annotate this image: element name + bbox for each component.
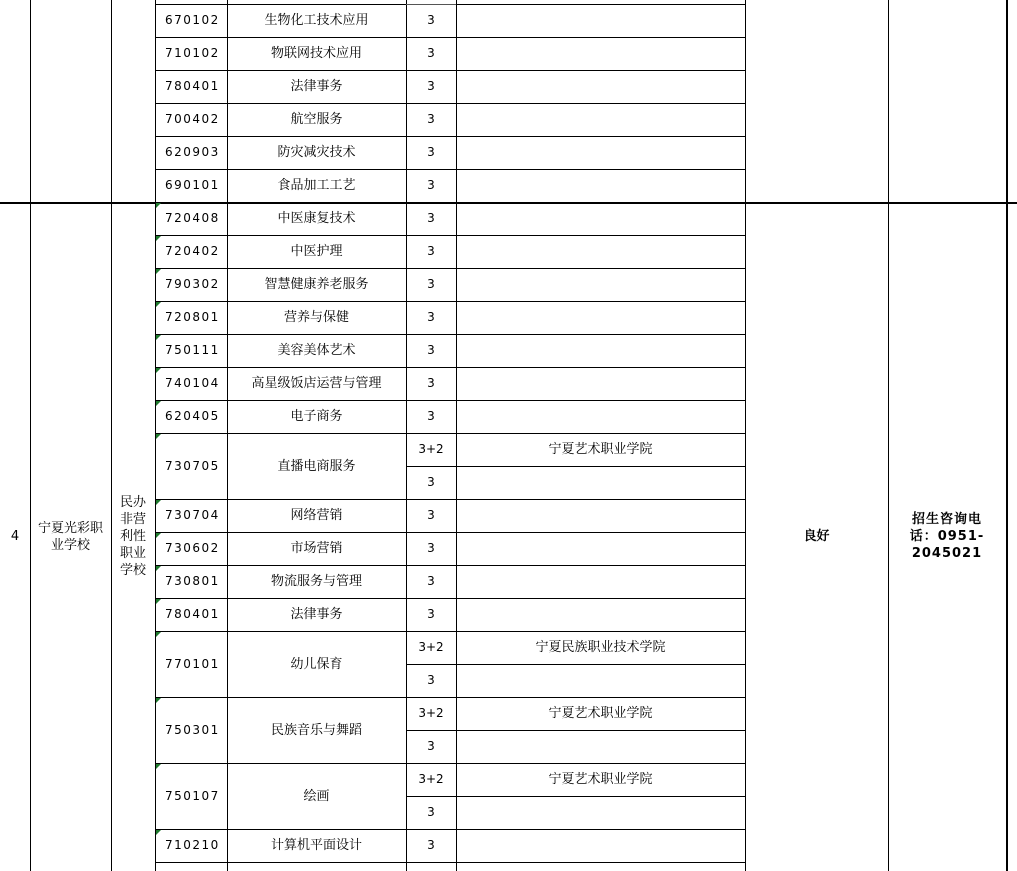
- partner-college-cell[interactable]: [456, 301, 745, 334]
- comment-marker: [156, 434, 161, 439]
- major-name-cell[interactable]: 航空服务: [290, 112, 343, 127]
- column-border: [745, 0, 746, 871]
- years-cell[interactable]: 3: [427, 574, 435, 588]
- comment-marker: [156, 599, 161, 604]
- major-code-cell[interactable]: 780401: [165, 79, 220, 93]
- years-cell[interactable]: 3: [427, 211, 435, 225]
- column-border: [30, 0, 31, 871]
- major-name-cell[interactable]: 直播电商服务: [277, 458, 356, 474]
- major-name-cell[interactable]: 计算机平面设计: [270, 838, 362, 853]
- partner-college-cell[interactable]: 宁夏艺术职业学院: [548, 706, 653, 721]
- years-cell[interactable]: 3: [427, 46, 435, 60]
- years-cell[interactable]: 3: [427, 244, 435, 258]
- column-border: [888, 0, 889, 871]
- major-name-cell[interactable]: 智慧健康养老服务: [264, 277, 369, 292]
- years-cell[interactable]: 3: [427, 178, 435, 192]
- major-name-cell[interactable]: 中医护理: [290, 244, 343, 259]
- partner-college-cell[interactable]: 宁夏艺术职业学院: [548, 442, 653, 457]
- partner-college-cell[interactable]: [456, 136, 745, 169]
- row-border: [406, 664, 746, 665]
- column-border: [227, 0, 228, 871]
- major-name-cell[interactable]: 防灾减灾技术: [277, 145, 356, 160]
- partner-college-cell[interactable]: [456, 4, 745, 37]
- partner-college-cell[interactable]: [456, 70, 745, 103]
- major-name-cell[interactable]: 物联网技术应用: [270, 46, 362, 61]
- major-code-cell[interactable]: 710102: [165, 46, 220, 60]
- years-cell[interactable]: 3: [427, 607, 435, 621]
- years-cell[interactable]: 3: [427, 79, 435, 93]
- partner-college-cell[interactable]: [456, 499, 745, 532]
- major-code-cell[interactable]: 620903: [165, 145, 220, 159]
- comment-marker: [156, 203, 161, 208]
- column-border: [155, 0, 156, 871]
- major-code-cell[interactable]: 620405: [165, 409, 220, 423]
- major-code-cell[interactable]: 770101: [165, 656, 220, 671]
- major-name-cell[interactable]: 绘画: [303, 788, 330, 804]
- years-cell[interactable]: 3: [427, 277, 435, 291]
- school-type[interactable]: 民办非营利性职业学校: [119, 495, 146, 578]
- major-name-cell[interactable]: 市场营销: [290, 541, 343, 556]
- major-name-cell[interactable]: 高星级饭店运营与管理: [251, 376, 382, 391]
- partner-college-cell[interactable]: [456, 598, 745, 631]
- partner-college-cell[interactable]: [456, 103, 745, 136]
- partner-college-cell[interactable]: [456, 565, 745, 598]
- major-code-cell[interactable]: 730602: [165, 541, 220, 555]
- major-name-cell[interactable]: 法律事务: [290, 607, 343, 622]
- years-cell[interactable]: 3: [427, 541, 435, 555]
- selected-cell-edge: [406, 4, 456, 5]
- major-code-cell[interactable]: 750111: [165, 343, 220, 357]
- row-border: [155, 862, 746, 863]
- major-code-cell[interactable]: 730704: [165, 508, 220, 522]
- comment-marker: [156, 335, 161, 340]
- major-code-cell[interactable]: 670102: [165, 13, 220, 27]
- years-cell[interactable]: 3: [427, 673, 435, 687]
- major-code-cell[interactable]: 740104: [165, 376, 220, 390]
- comment-marker: [156, 533, 161, 538]
- major-code-cell[interactable]: 750301: [165, 722, 220, 737]
- years-cell[interactable]: 3: [427, 508, 435, 522]
- years-cell[interactable]: 3: [427, 145, 435, 159]
- major-code-cell[interactable]: 790302: [165, 277, 220, 291]
- years-cell[interactable]: 3: [427, 409, 435, 423]
- comment-marker: [156, 302, 161, 307]
- years-cell[interactable]: 3: [427, 838, 435, 852]
- column-border: [111, 0, 112, 871]
- major-name-cell[interactable]: 中医康复技术: [277, 211, 356, 226]
- partner-college-cell[interactable]: 宁夏艺术职业学院: [548, 772, 653, 787]
- major-name-cell[interactable]: 法律事务: [290, 79, 343, 94]
- major-name-cell[interactable]: 网络营销: [290, 508, 343, 523]
- comment-marker: [156, 236, 161, 241]
- major-name-cell[interactable]: 物流服务与管理: [270, 574, 362, 589]
- school-index[interactable]: 4: [10, 529, 20, 544]
- major-code-cell[interactable]: 720801: [165, 310, 220, 324]
- comment-marker: [156, 500, 161, 505]
- column-border: [406, 0, 407, 871]
- major-code-cell[interactable]: 750107: [165, 788, 220, 803]
- partner-college-cell[interactable]: [456, 169, 745, 202]
- major-name-cell[interactable]: 电子商务: [290, 409, 343, 424]
- partner-college-cell[interactable]: [456, 829, 745, 862]
- comment-marker: [156, 566, 161, 571]
- column-border: [456, 0, 457, 871]
- major-code-cell[interactable]: 710210: [165, 838, 220, 852]
- partner-college-cell[interactable]: 宁夏民族职业技术学院: [535, 640, 666, 655]
- major-name-cell[interactable]: 营养与保健: [283, 310, 349, 325]
- major-name-cell[interactable]: 幼儿保育: [290, 656, 343, 672]
- partner-college-cell[interactable]: [456, 400, 745, 433]
- major-code-cell[interactable]: 730801: [165, 574, 220, 588]
- comment-marker: [156, 632, 161, 637]
- major-code-cell[interactable]: 780401: [165, 607, 220, 621]
- years-cell[interactable]: 3+2: [418, 706, 444, 720]
- comment-marker: [156, 698, 161, 703]
- major-code-cell[interactable]: 690101: [165, 178, 220, 192]
- years-cell[interactable]: 3: [427, 13, 435, 27]
- major-name-cell[interactable]: 生物化工技术应用: [264, 13, 369, 28]
- years-cell[interactable]: 3: [427, 310, 435, 324]
- partner-college-cell[interactable]: [456, 268, 745, 301]
- years-cell[interactable]: 3: [427, 805, 435, 819]
- row-border: [406, 796, 746, 797]
- comment-marker: [156, 368, 161, 373]
- major-code-cell[interactable]: 730705: [165, 458, 220, 473]
- row-border: [406, 466, 746, 467]
- major-code-cell[interactable]: 700402: [165, 112, 220, 126]
- years-cell[interactable]: 3+2: [418, 772, 444, 786]
- comment-marker: [156, 830, 161, 835]
- major-code-cell[interactable]: 720408: [165, 211, 220, 225]
- partner-college-cell[interactable]: [456, 367, 745, 400]
- school-contact[interactable]: 招生咨询电话：0951-2045021: [909, 512, 985, 561]
- major-name-cell[interactable]: 美容美体艺术: [277, 343, 356, 358]
- years-cell[interactable]: 3+2: [418, 442, 444, 456]
- partner-college-cell[interactable]: [456, 37, 745, 70]
- comment-marker: [156, 401, 161, 406]
- major-name-cell[interactable]: 食品加工工艺: [277, 178, 356, 193]
- school-name[interactable]: 宁夏光彩职业学校: [38, 520, 104, 553]
- major-code-cell[interactable]: 720402: [165, 244, 220, 258]
- years-cell[interactable]: 3: [427, 376, 435, 390]
- row-border: [406, 730, 746, 731]
- partner-college-cell[interactable]: [456, 202, 745, 235]
- years-cell[interactable]: 3: [427, 112, 435, 126]
- years-cell[interactable]: 3: [427, 739, 435, 753]
- years-cell[interactable]: 3: [427, 475, 435, 489]
- comment-marker: [156, 269, 161, 274]
- school-rating[interactable]: 良好: [803, 529, 830, 544]
- years-cell[interactable]: 3: [427, 343, 435, 357]
- partner-college-cell[interactable]: [456, 532, 745, 565]
- major-name-cell[interactable]: 民族音乐与舞蹈: [270, 722, 362, 738]
- comment-marker: [156, 764, 161, 769]
- years-cell[interactable]: 3+2: [418, 640, 444, 654]
- partner-college-cell[interactable]: [456, 235, 745, 268]
- column-border: [1006, 0, 1008, 871]
- partner-college-cell[interactable]: [456, 334, 745, 367]
